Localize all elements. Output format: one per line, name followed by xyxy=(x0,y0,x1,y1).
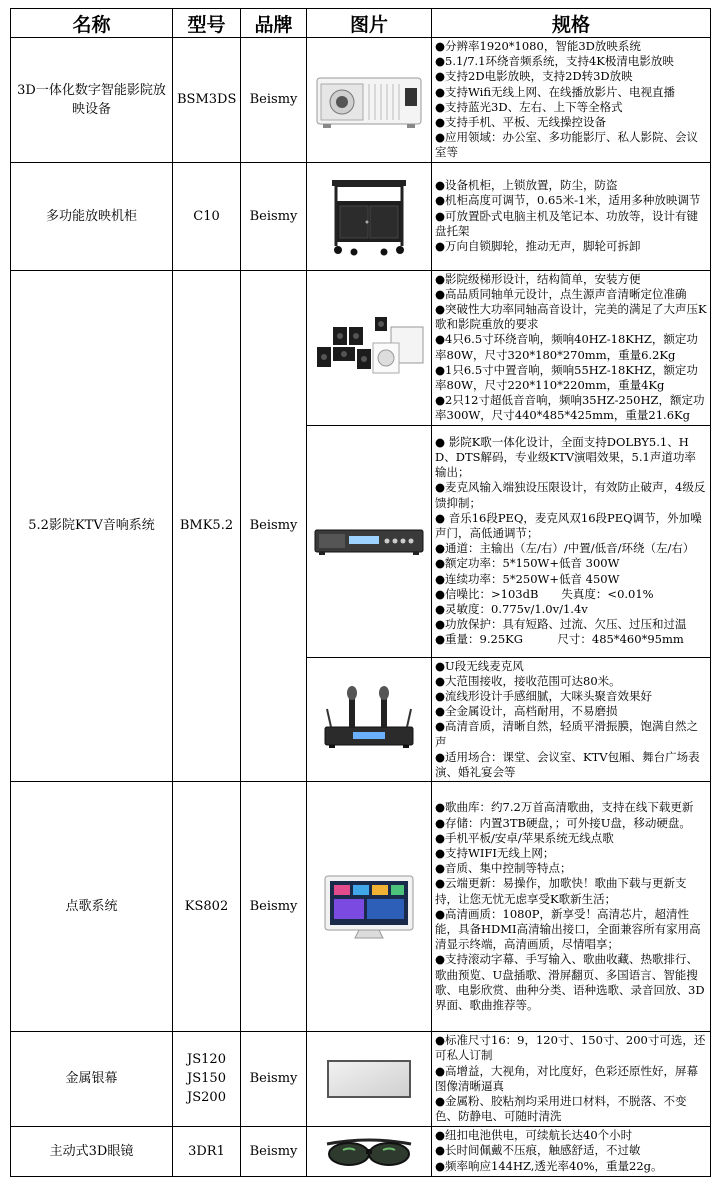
spec-line: ●支持WIFI无线上网； xyxy=(435,845,555,860)
product-brand: Beismy xyxy=(241,1126,307,1176)
spec-line: ●长时间佩戴不压痕，触感舒适，不过敏 xyxy=(435,1143,641,1158)
screen-image xyxy=(326,1059,412,1099)
product-picture xyxy=(307,270,432,425)
product-model: 3DR1 xyxy=(173,1126,241,1176)
spec-line: ●全金属设计，高档耐用，不易磨损 xyxy=(435,704,618,719)
product-picture xyxy=(307,657,432,782)
spec-line: ●金属粉、胶粘剂均采用进口材料，不脱落、不变色、防静电、可随时清洗 xyxy=(435,1094,687,1124)
model-line: JS200 xyxy=(187,1090,226,1106)
table-row xyxy=(11,1032,711,1126)
spec-line: ●支持2D电影放映，支持2D转3D放映 xyxy=(435,69,633,84)
product-name: 主动式3D眼镜 xyxy=(11,1126,173,1176)
product-spec-table xyxy=(10,8,711,1177)
product-picture xyxy=(307,1126,432,1176)
table-row xyxy=(11,782,711,1032)
product-brand: Beismy xyxy=(241,38,307,163)
product-name: 多功能放映机柜 xyxy=(11,162,173,270)
spec-line: ●标准尺寸16：9，120寸、150寸、200寸可选，还可私人订制 xyxy=(435,1033,706,1063)
spec-line: ●额定功率：5*150W+低音 300W xyxy=(435,556,620,571)
product-model: C10 xyxy=(173,162,241,270)
spec-line: ●云端更新：易操作，加歌快！歌曲下载与更新支持，让您无忧无虑享受K歌新生活； xyxy=(435,876,687,906)
spec-line: ●麦克风输入端独设压限设计，有效防止破声，4级反馈抑制； xyxy=(435,480,706,510)
header-model: 型号 xyxy=(173,9,241,38)
spec-line: ●2只12寸超低音音响，频响35HZ-250HZ，额定功率300W，尺寸440*485*425mm，重量21.6Kg xyxy=(435,393,705,423)
spec-line: ●信噪比：>103dB 失真度：<0.01% xyxy=(435,586,654,601)
product-model: BSM3DS xyxy=(173,38,241,163)
spec-line: ●高增益，大视角，对比度好，色彩还原性好，屏幕图像清晰逼真 xyxy=(435,1063,699,1093)
spec-line: ●机柜高度可调节，0.65米-1米，适用多种放映调节 xyxy=(435,193,701,208)
product-picture xyxy=(307,162,432,270)
spec-line: ●可放置卧式电脑主机及笔记本、功放等，设计有键盘托架 xyxy=(435,208,699,238)
spec-line: ●重量：9.25KG 尺寸：485*460*95mm xyxy=(435,632,684,647)
header-picture: 图片 xyxy=(307,9,432,38)
product-picture xyxy=(307,425,432,657)
product-name: 3D一体化数字智能影院放映设备 xyxy=(11,38,173,163)
spec-line: ●分辨率1920*1080，智能3D放映系统 xyxy=(435,39,641,53)
product-brand: Beismy xyxy=(241,270,307,782)
table-row xyxy=(11,38,711,163)
spec-line: ●支持蓝光3D、左右、上下等全格式 xyxy=(435,99,623,114)
product-name: 金属银幕 xyxy=(11,1032,173,1126)
speakers-image xyxy=(313,313,425,383)
product-specs xyxy=(432,782,711,1032)
product-specs xyxy=(432,1126,711,1176)
cabinet-image xyxy=(324,174,414,258)
header-brand: 品牌 xyxy=(241,9,307,38)
model-line: JS150 xyxy=(187,1071,226,1087)
spec-line: ● 音乐16段PEQ，麦克风双16段PEQ调节，外加噪声门，高低通调节； xyxy=(435,510,702,540)
table-row xyxy=(11,270,711,425)
spec-line: ●影院级梯形设计，结构简单，安装方便 xyxy=(435,271,641,286)
header-name: 名称 xyxy=(11,9,173,38)
spec-line: ●支持滚动字幕、手写输入、歌曲收藏、热歌排行、歌曲预览、U盘插歌、滑屏翻页、多国语言、智能搜歌、电影欣赏、曲种分类、语种选歌、录音回放、3D界面、歌曲推荐等。 xyxy=(435,952,705,1012)
spec-line: ●高清画质：1080P，新享受！高清芯片，超清性能，具备HDMI高清输出接口，全面兼容所有家用高清显示终端，高清画质，尽情唱享； xyxy=(435,906,701,952)
spec-line: ●支持手机、平板、无线操控设备 xyxy=(435,115,607,130)
amplifier-image xyxy=(313,524,425,558)
product-specs xyxy=(432,38,711,163)
table-row xyxy=(11,1126,711,1176)
product-picture xyxy=(307,38,432,163)
spec-line: ●万向自锁脚轮，推动无声，脚轮可拆卸 xyxy=(435,238,641,253)
header-spec: 规格 xyxy=(432,9,711,38)
product-model xyxy=(173,1032,241,1126)
touchscreen-image xyxy=(319,872,419,942)
spec-line: ●4只6.5寸环绕音响，频响40HZ-18KHZ，额定功率80W，尺寸320*180*270mm，重量6.2Kg xyxy=(435,332,698,362)
3d-glasses-image xyxy=(321,1132,417,1170)
spec-line: ●流线形设计手感细腻，大咪头聚音效果好 xyxy=(435,689,653,704)
spec-line: ●连续功率：5*250W+低音 450W xyxy=(435,571,620,586)
product-brand: Beismy xyxy=(241,1032,307,1126)
spec-line: ●突破性大功率同轴高音设计，完美的满足了大声压K歌和影院重放的要求 xyxy=(435,302,707,332)
spec-line: ●通道：主输出（左/右）/中置/低音/环绕（左/右） xyxy=(435,541,695,556)
product-model: BMK5.2 xyxy=(173,270,241,782)
product-specs xyxy=(432,162,711,270)
spec-line: ●高品质同轴单元设计，点生源声音清晰定位准确 xyxy=(435,286,687,301)
spec-line: ●5.1/7.1环绕音频系统，支持4K极清电影放映 xyxy=(435,54,674,69)
product-name: 5.2影院KTV音响系统 xyxy=(11,270,173,782)
spec-line: ●音质、集中控制等特点； xyxy=(435,861,572,876)
spec-line: ●纽扣电池供电，可续航长达40个小时 xyxy=(435,1128,633,1143)
spec-line: ● 影院K歌一体化设计，全面支持DOLBY5.1、HD、DTS解码，专业级KTV演唱效果，5.1声道功率输出； xyxy=(435,434,696,480)
product-brand: Beismy xyxy=(241,782,307,1032)
spec-line: ●高清音质，清晰自然，轻质平滑振膜，饱满自然之声 xyxy=(435,719,699,749)
product-brand: Beismy xyxy=(241,162,307,270)
spec-line: ●1只6.5寸中置音响，频响55HZ-18KHZ，额定功率80W，尺寸220*110*220mm，重量4Kg xyxy=(435,362,698,393)
product-picture xyxy=(307,1032,432,1126)
spec-line: ●应用领域：办公室、多功能影厅、私人影院、会议室等 xyxy=(435,130,699,160)
product-specs xyxy=(432,657,711,782)
microphone-image xyxy=(313,681,425,757)
header-row xyxy=(11,9,711,38)
product-picture xyxy=(307,782,432,1032)
model-line: JS120 xyxy=(187,1052,226,1068)
spec-line: ●灵敏度：0.775v/1.0v/1.4v xyxy=(435,601,588,616)
projector-image xyxy=(313,64,425,136)
spec-line: ●功放保护：具有短路、过流、欠压、过压和过温 xyxy=(435,617,687,632)
spec-line: ●适用场合：课堂、会议室、KTV包厢、舞台广场表演、婚礼宴会等 xyxy=(435,749,700,780)
product-name: 点歌系统 xyxy=(11,782,173,1032)
spec-line: ●存储：内置3TB硬盘，；可外接U盘，移动硬盘。 xyxy=(435,815,691,830)
table-row xyxy=(11,162,711,270)
spec-line: ●支持Wifi无线上网、在线播放影片、电视直播 xyxy=(435,84,675,99)
product-specs xyxy=(432,270,711,425)
spec-line: ●设备机柜，上锁放置，防尘，防盗 xyxy=(435,178,618,193)
product-specs xyxy=(432,1032,711,1126)
spec-line: ●大范围接收，接收范围可达80米。 xyxy=(435,673,621,688)
product-specs xyxy=(432,425,711,657)
spec-line: ●歌曲库：约7.2万首高清歌曲，支持在线下载更新 xyxy=(435,800,694,815)
spec-line: ●频率响应144HZ,透光率40%，重量22g。 xyxy=(435,1158,663,1173)
spec-line: ●手机平板/安卓/苹果系统无线点歌 xyxy=(435,830,614,845)
product-model: KS802 xyxy=(173,782,241,1032)
spec-line: ●U段无线麦克风 xyxy=(435,658,524,673)
